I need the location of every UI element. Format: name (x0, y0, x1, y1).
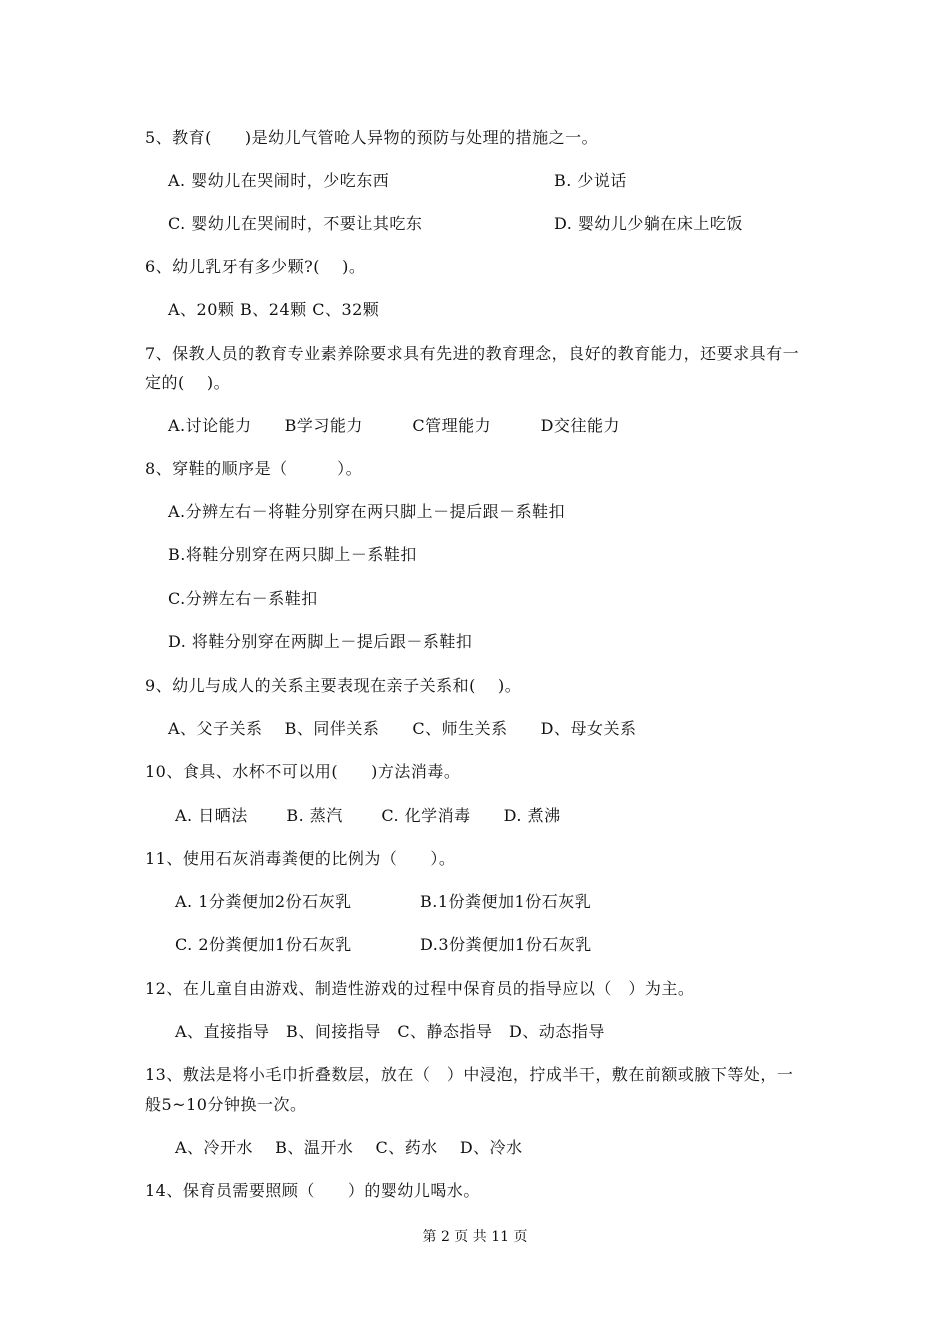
question-8-option-a: A.分辨左右－将鞋分别穿在两只脚上－提后跟－系鞋扣 (168, 502, 566, 521)
question-10-options: A. 日晒法 B. 蒸汽 C. 化学消毒 D. 煮沸 (175, 806, 561, 825)
question-8-option-b: B.将鞋分别穿在两只脚上－系鞋扣 (168, 545, 417, 564)
question-5-option-b: B. 少说话 (554, 171, 627, 190)
question-7-stem-line2: 定的( )。 (145, 373, 231, 392)
question-8-stem: 8、穿鞋的顺序是（ ）。 (145, 459, 363, 478)
question-5-option-d: D. 婴幼儿少躺在床上吃饭 (554, 214, 743, 233)
question-12-stem: 12、在儿童自由游戏、制造性游戏的过程中保育员的指导应以（ ）为主。 (145, 979, 695, 998)
question-5-stem: 5、教育( )是幼儿气管呛人异物的预防与处理的措施之一。 (145, 128, 599, 147)
question-6-stem: 6、幼儿乳牙有多少颗?( )。 (145, 257, 366, 276)
question-11-option-a: A. 1分粪便加2份石灰乳 (175, 892, 352, 911)
question-14-stem: 14、保育员需要照顾（ ）的婴幼儿喝水。 (145, 1181, 480, 1200)
question-8-option-d: D. 将鞋分别穿在两脚上－提后跟－系鞋扣 (168, 632, 473, 651)
question-9-stem: 9、幼儿与成人的关系主要表现在亲子关系和( )。 (145, 676, 522, 695)
question-13-stem-line2: 般5~10分钟换一次。 (145, 1095, 307, 1114)
question-7-stem-line1: 7、保教人员的教育专业素养除要求具有先进的教育理念，良好的教育能力，还要求具有一 (145, 344, 800, 363)
question-13-options: A、冷开水 B、温开水 C、药水 D、冷水 (175, 1138, 523, 1157)
question-11-option-d: D.3份粪便加1份石灰乳 (420, 935, 592, 954)
question-6-options: A、20颗 B、24颗 C、32颗 (168, 300, 380, 319)
question-7-options: A.讨论能力 B学习能力 C管理能力 D交往能力 (168, 416, 620, 435)
question-5-option-a: A. 婴幼儿在哭闹时，少吃东西 (168, 171, 390, 190)
question-8-option-c: C.分辨左右－系鞋扣 (168, 589, 318, 608)
question-11-option-b: B.1份粪便加1份石灰乳 (420, 892, 592, 911)
question-5-option-c: C. 婴幼儿在哭闹时，不要让其吃东 (168, 214, 423, 233)
question-9-options: A、父子关系 B、同伴关系 C、师生关系 D、母女关系 (168, 719, 637, 738)
question-12-options: A、直接指导 B、间接指导 C、静态指导 D、动态指导 (175, 1022, 605, 1041)
page-footer: 第 2 页 共 11 页 (422, 1229, 528, 1245)
question-13-stem-line1: 13、敷法是将小毛巾折叠数层，放在（ ）中浸泡，拧成半干，敷在前额或腋下等处，一 (145, 1065, 794, 1084)
question-10-stem: 10、食具、水杯不可以用( )方法消毒。 (145, 762, 461, 781)
question-11-option-c: C. 2份粪便加1份石灰乳 (175, 935, 352, 954)
question-11-stem: 11、使用石灰消毒粪便的比例为（ ）。 (145, 849, 456, 868)
